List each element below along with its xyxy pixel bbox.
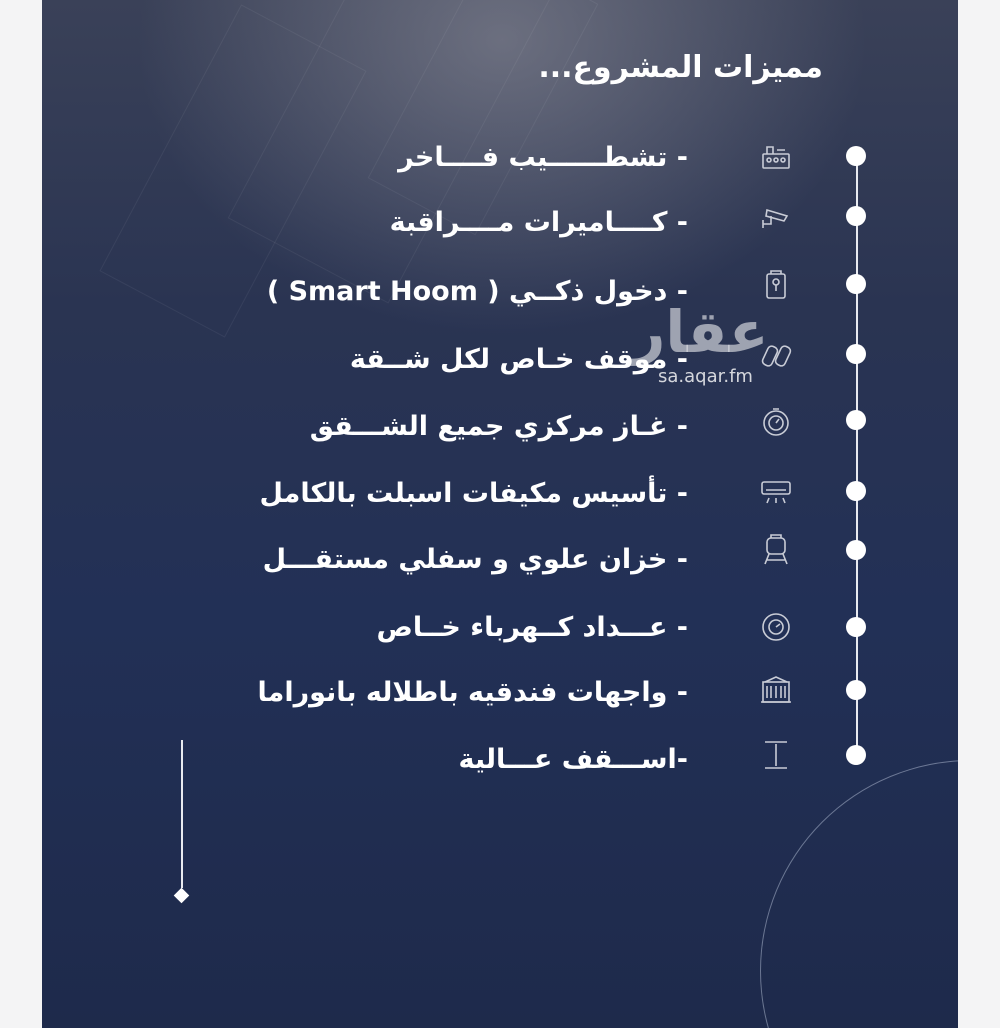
feature-text: - موقف خـاص لكل شــقة bbox=[349, 344, 688, 375]
feature-text: - واجهات فندقيه باطلاله بانوراما bbox=[257, 677, 688, 708]
gas-meter-icon bbox=[757, 403, 795, 441]
ceiling-height-icon bbox=[757, 736, 795, 774]
feature-text: - دخول ذكــي ( Smart Hoom ) bbox=[266, 276, 688, 307]
feature-text: -اســـقف عـــالية bbox=[458, 744, 688, 775]
timeline-dot bbox=[846, 146, 866, 166]
water-tank-icon bbox=[757, 532, 795, 570]
kitchen-icon bbox=[757, 138, 795, 176]
timeline-dot bbox=[846, 274, 866, 294]
timeline-dot bbox=[846, 680, 866, 700]
building-facade-icon bbox=[757, 672, 795, 710]
decorative-arc bbox=[760, 760, 958, 1028]
watermark-logo: عقار bbox=[632, 298, 769, 366]
electricity-meter-icon bbox=[757, 608, 795, 646]
timeline-line bbox=[856, 152, 858, 756]
features-title: مميزات المشروع... bbox=[538, 50, 823, 85]
timeline-dot bbox=[846, 481, 866, 501]
feature-text: - تأسيس مكيفات اسبلت بالكامل bbox=[259, 478, 688, 509]
timeline-dot bbox=[846, 410, 866, 430]
timeline-dot bbox=[846, 745, 866, 765]
air-conditioner-icon bbox=[757, 473, 795, 511]
feature-text: - كــــاميرات مــــراقبة bbox=[389, 207, 688, 238]
cctv-camera-icon bbox=[757, 198, 795, 236]
timeline-dot bbox=[846, 540, 866, 560]
decorative-diamond bbox=[174, 888, 190, 904]
timeline-dot bbox=[846, 344, 866, 364]
decorative-line bbox=[181, 740, 183, 888]
features-card bbox=[42, 0, 958, 1028]
timeline-dot bbox=[846, 206, 866, 226]
timeline-dot bbox=[846, 617, 866, 637]
watermark-url: sa.aqar.fm bbox=[658, 366, 753, 387]
feature-text: - غـاز مركزي جميع الشـــقق bbox=[309, 411, 688, 442]
feature-text: - عـــداد كــهرباء خــاص bbox=[376, 612, 688, 643]
feature-text: - خزان علوي و سفلي مستقـــل bbox=[262, 544, 688, 575]
feature-text: - تشطــــــيب فــــاخر bbox=[398, 142, 688, 173]
